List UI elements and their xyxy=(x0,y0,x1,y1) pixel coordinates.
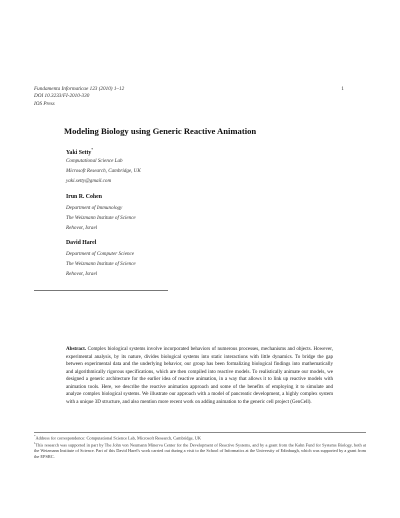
footnote: *Address for correspondence: Computational Science Lab, Microsoft Research, Cambridge, UK xyxy=(34,434,201,441)
paper-title: Modeling Biology using Generic Reactive Animation xyxy=(64,126,257,136)
abstract-label: Abstract. xyxy=(66,346,87,352)
abstract-text: Complex biological systems involve incorporated behaviors of numerous processes, mechanisms and objects. However, experimental analysis, by its nature, divides biological systems into static interactions with little dynamics. To bridge the gap between experimental data and the underlying behavior, our group has been formalizing biological findings into mathematically and algorithmically rigorous specifications, which are then compiled into reactive models. To realistically animate our models, we designed a generic architecture for the earlier idea of reactive animation, in a way that allows it to link up reactive models with animation tools. Here, we describe the reactive animation approach and some of the benefits of employing it to simulate and analyze complex biological systems. We illustrate our approach with a model of pancreatic development, a highly complex system with a unique 3D structure, and also mention more recent work on adding animation to the generic cell project (GenCell). xyxy=(66,346,333,405)
author-name: Irun R. Cohen xyxy=(66,194,102,200)
footnote: $^1$This research was supported in part by The John von Neumann Minerva Center for the Development of Reactive Systems, and by a grant from the Kahn Fund for Systems Biology, both at the Weizmann Institute of Science. Part of this David Harel's work carried out during a visit to the School of Informatics at the University of Edinburgh, which was supported by a grant from the EPSRC. xyxy=(34,441,366,460)
journal-citation: Fundamenta Informaticae 123 (2010) 1–12 xyxy=(34,86,125,92)
journal-doi: DOI 10.3233/FI-2010-330 xyxy=(34,93,90,100)
author-affiliation: Computational Science Lab Microsoft Research, Cambridge, UK yaki.setty@gmail.com xyxy=(66,158,141,184)
author-name: David Harel xyxy=(66,240,97,246)
author-affiliation: Department of Immunology The Weizmann Institute of Science Rehovot, Israel xyxy=(66,205,136,231)
divider xyxy=(34,290,168,291)
abstract xyxy=(66,346,333,406)
journal-publisher: IOS Press xyxy=(34,100,55,107)
journal-header xyxy=(34,86,124,108)
page-number: 1 xyxy=(341,86,344,92)
footnote-divider xyxy=(34,432,366,433)
author-affiliation: Department of Computer Science The Weizmann Institute of Science Rehovot, Israel xyxy=(66,251,136,277)
author-name: Yaki Setty* xyxy=(66,148,94,156)
